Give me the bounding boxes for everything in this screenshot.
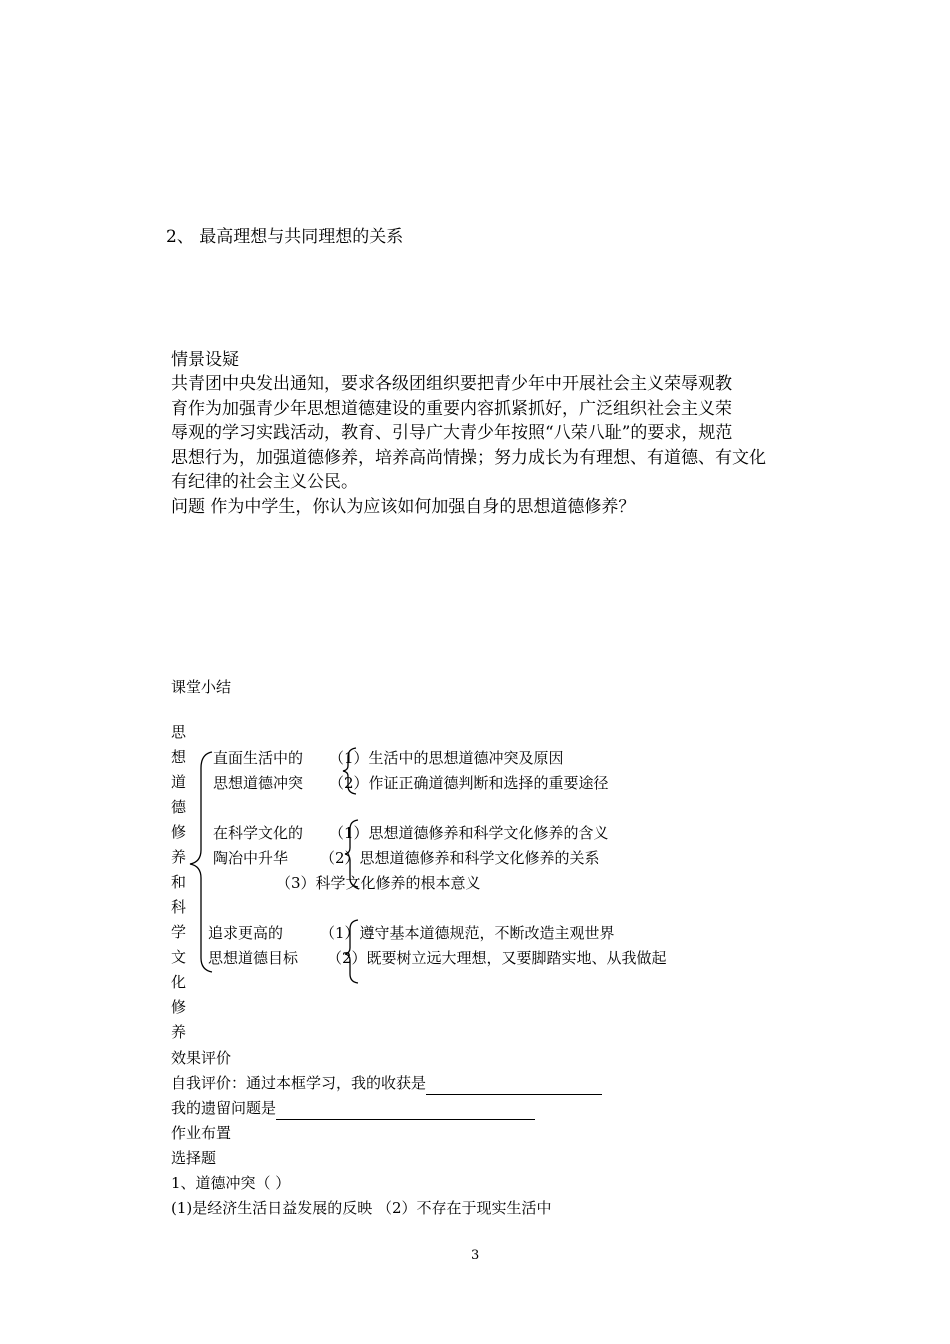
vertical-char: 学 xyxy=(171,923,187,941)
page-number: 3 xyxy=(471,1248,480,1263)
vertical-char: 修 xyxy=(171,823,187,841)
remaining-question-line xyxy=(171,1096,535,1120)
scenario-title: 情景设疑 xyxy=(171,350,239,370)
scenario-line: 有纪律的社会主义公民。 xyxy=(171,472,358,492)
answer-blank[interactable] xyxy=(276,1101,535,1120)
answer-blank[interactable] xyxy=(426,1076,602,1095)
scenario-line: 共青团中央发出通知，要求各级团组织要把青少年中开展社会主义荣辱观教 xyxy=(171,374,732,394)
question-1-options: (1)是经济生活日益发展的反映 （2）不存在于现实生活中 xyxy=(171,1199,552,1217)
question-1: 1、道德冲突（ ） xyxy=(171,1174,291,1192)
scenario-line: 辱观的学习实践活动，教育、引导广大青少年按照“八荣八耻”的要求，规范 xyxy=(171,423,733,443)
self-evaluation-label: 自我评价：通过本框学习，我的收获是 xyxy=(171,1074,427,1092)
remaining-question-label: 我的遗留问题是 xyxy=(171,1099,277,1117)
vertical-char: 养 xyxy=(171,1023,187,1041)
scenario-question: 问题 作为中学生，你认为应该如何加强自身的思想道德修养？ xyxy=(171,496,636,517)
section-heading: 2、 最高理想与共同理想的关系 xyxy=(166,227,404,247)
group2-item: （1）思想道德修养和科学文化修养的含义 xyxy=(329,824,609,842)
vertical-char: 和 xyxy=(171,873,187,891)
group1-item: （1）生活中的思想道德冲突及原因 xyxy=(329,749,564,767)
scenario-line: 育作为加强青少年思想道德建设的重要内容抓紧抓好，广泛组织社会主义荣 xyxy=(171,398,732,419)
group2-topic-line1: 在科学文化的 xyxy=(213,824,304,842)
vertical-char: 德 xyxy=(171,798,187,816)
group3-topic-line2: 思想道德目标 xyxy=(208,949,299,967)
self-evaluation-line xyxy=(171,1071,602,1095)
vertical-char: 文 xyxy=(171,948,187,966)
vertical-char: 想 xyxy=(171,748,187,766)
group2-item: （2）思想道德修养和科学文化修养的关系 xyxy=(320,849,600,867)
homework-section: 选择题 xyxy=(171,1149,217,1167)
scenario-line: 思想行为，加强道德修养，培养高尚情操；努力成长为有理想、有道德、有文化 xyxy=(171,447,766,468)
homework-title: 作业布置 xyxy=(171,1124,232,1142)
vertical-char: 修 xyxy=(171,998,187,1016)
vertical-char: 思 xyxy=(171,723,187,741)
group2-topic-line2: 陶冶中升华 xyxy=(213,849,289,867)
group1-topic-line2: 思想道德冲突 xyxy=(213,774,304,792)
vertical-char: 养 xyxy=(171,848,187,866)
group1-topic-line1: 直面生活中的 xyxy=(213,749,304,767)
vertical-char: 科 xyxy=(171,898,187,916)
group1-item: （2）作证正确道德判断和选择的重要途径 xyxy=(329,774,609,792)
group3-item: （2）既要树立远大理想，又要脚踏实地、从我做起 xyxy=(327,949,667,967)
evaluation-title: 效果评价 xyxy=(171,1049,232,1067)
group2-item: （3）科学文化修养的根本意义 xyxy=(276,874,481,892)
group3-topic-line1: 追求更高的 xyxy=(208,924,284,942)
group3-item: （1）遵守基本道德规范，不断改造主观世界 xyxy=(320,924,615,942)
vertical-char: 化 xyxy=(171,973,187,991)
vertical-char: 道 xyxy=(171,773,187,791)
summary-title: 课堂小结 xyxy=(171,678,232,696)
